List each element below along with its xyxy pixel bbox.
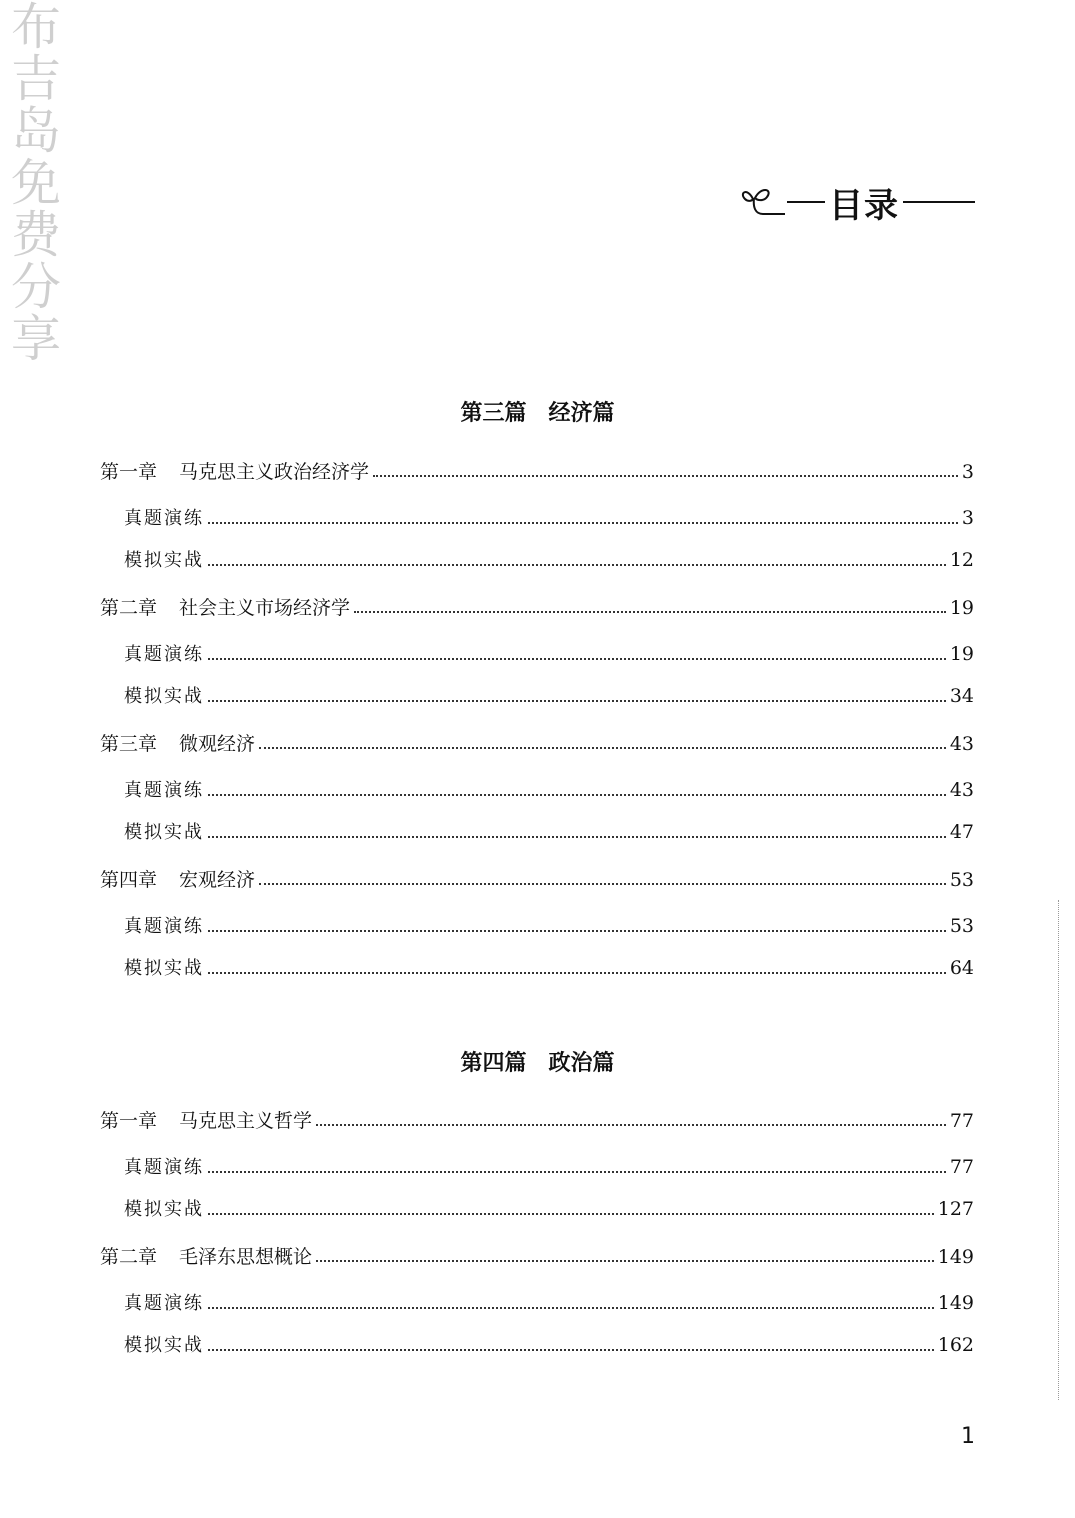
chapter-title: 微观经济 [179, 733, 256, 755]
page-ref: 12 [949, 549, 974, 571]
section-label: 模拟实战 [124, 550, 204, 571]
chapter-number: 第二章 [100, 1246, 158, 1268]
section-label: 模拟实战 [124, 686, 204, 707]
section-label: 模拟实战 [124, 822, 204, 843]
chapter-number: 第一章 [100, 1110, 158, 1132]
page-ref: 47 [949, 821, 974, 843]
page-ref: 3 [961, 461, 974, 483]
chapter-number: 第三章 [100, 733, 158, 755]
toc-sub-entry[interactable] [124, 777, 974, 804]
section-label: 真题演练 [124, 1293, 204, 1314]
dot-leader [208, 836, 946, 838]
toc-sub-entry[interactable] [124, 819, 974, 846]
part-title: 第四篇 政治篇 [460, 1050, 615, 1076]
scan-edge-line [1058, 900, 1059, 1400]
section-label: 真题演练 [124, 508, 204, 529]
watermark: 布吉岛免费分享 [3, 0, 61, 364]
dot-leader [208, 972, 946, 974]
dot-leader [208, 1213, 934, 1215]
chapter-number: 第二章 [100, 597, 158, 619]
dot-leader [208, 564, 946, 566]
sprout-icon [739, 183, 785, 221]
dot-leader [259, 747, 946, 749]
dot-leader [316, 1124, 946, 1126]
toc-sub-entry[interactable] [124, 955, 974, 982]
dot-leader [208, 930, 946, 932]
page-ref: 64 [949, 957, 974, 979]
dot-leader [373, 475, 958, 477]
section-label: 真题演练 [124, 644, 204, 665]
toc-sub-entry[interactable] [124, 1154, 974, 1181]
dot-leader [208, 700, 946, 702]
section-label: 模拟实战 [124, 1199, 204, 1220]
page-ref: 3 [961, 507, 974, 529]
dot-leader [208, 522, 958, 524]
section-label: 模拟实战 [124, 1335, 204, 1356]
page-ref: 149 [937, 1246, 974, 1268]
page-ref: 127 [937, 1198, 974, 1220]
page-ref: 19 [949, 643, 974, 665]
chapter-title: 毛泽东思想概论 [179, 1246, 313, 1268]
dot-leader [208, 1307, 934, 1309]
page-ref: 162 [937, 1334, 974, 1356]
page-ref: 43 [949, 779, 974, 801]
toc-header [739, 172, 975, 232]
dot-leader [316, 1260, 934, 1262]
title-rule-left [787, 201, 825, 203]
title-rule-right [903, 201, 975, 203]
toc-chapter-entry[interactable] [100, 459, 974, 485]
chapter-number: 第四章 [100, 869, 158, 891]
toc-chapter-entry[interactable] [100, 867, 974, 893]
chapter-title: 宏观经济 [179, 869, 256, 891]
toc-sub-entry[interactable] [124, 1332, 974, 1359]
dot-leader [354, 611, 946, 613]
toc-sub-entry[interactable] [124, 505, 974, 532]
toc-sub-entry[interactable] [124, 547, 974, 574]
page-ref: 77 [949, 1156, 974, 1178]
page-ref: 53 [949, 869, 974, 891]
dot-leader [208, 1171, 946, 1173]
dot-leader [208, 794, 946, 796]
section-label: 模拟实战 [124, 958, 204, 979]
page-ref: 19 [949, 597, 974, 619]
chapter-title: 社会主义市场经济学 [179, 597, 351, 619]
toc-sub-entry[interactable] [124, 1196, 974, 1223]
toc-sub-entry[interactable] [124, 913, 974, 940]
page-ref: 149 [937, 1292, 974, 1314]
toc-sub-entry[interactable] [124, 683, 974, 710]
page-number: 1 [961, 1424, 975, 1449]
page-ref: 77 [949, 1110, 974, 1132]
section-label: 真题演练 [124, 916, 204, 937]
toc-chapter-entry[interactable] [100, 1108, 974, 1134]
toc-chapter-entry[interactable] [100, 1244, 974, 1270]
toc-sub-entry[interactable] [124, 641, 974, 668]
section-label: 真题演练 [124, 780, 204, 801]
section-label: 真题演练 [124, 1157, 204, 1178]
page-ref: 53 [949, 915, 974, 937]
chapter-title: 马克思主义哲学 [179, 1110, 313, 1132]
part-title: 第三篇 经济篇 [460, 400, 615, 426]
toc-title: 目录 [829, 185, 899, 226]
dot-leader [208, 1349, 934, 1351]
toc-chapter-entry[interactable] [100, 595, 974, 621]
page-ref: 43 [949, 733, 974, 755]
toc-sub-entry[interactable] [124, 1290, 974, 1317]
toc-chapter-entry[interactable] [100, 731, 974, 757]
dot-leader [259, 883, 946, 885]
dot-leader [208, 658, 946, 660]
page-ref: 34 [949, 685, 974, 707]
chapter-number: 第一章 [100, 461, 158, 483]
chapter-title: 马克思主义政治经济学 [179, 461, 370, 483]
